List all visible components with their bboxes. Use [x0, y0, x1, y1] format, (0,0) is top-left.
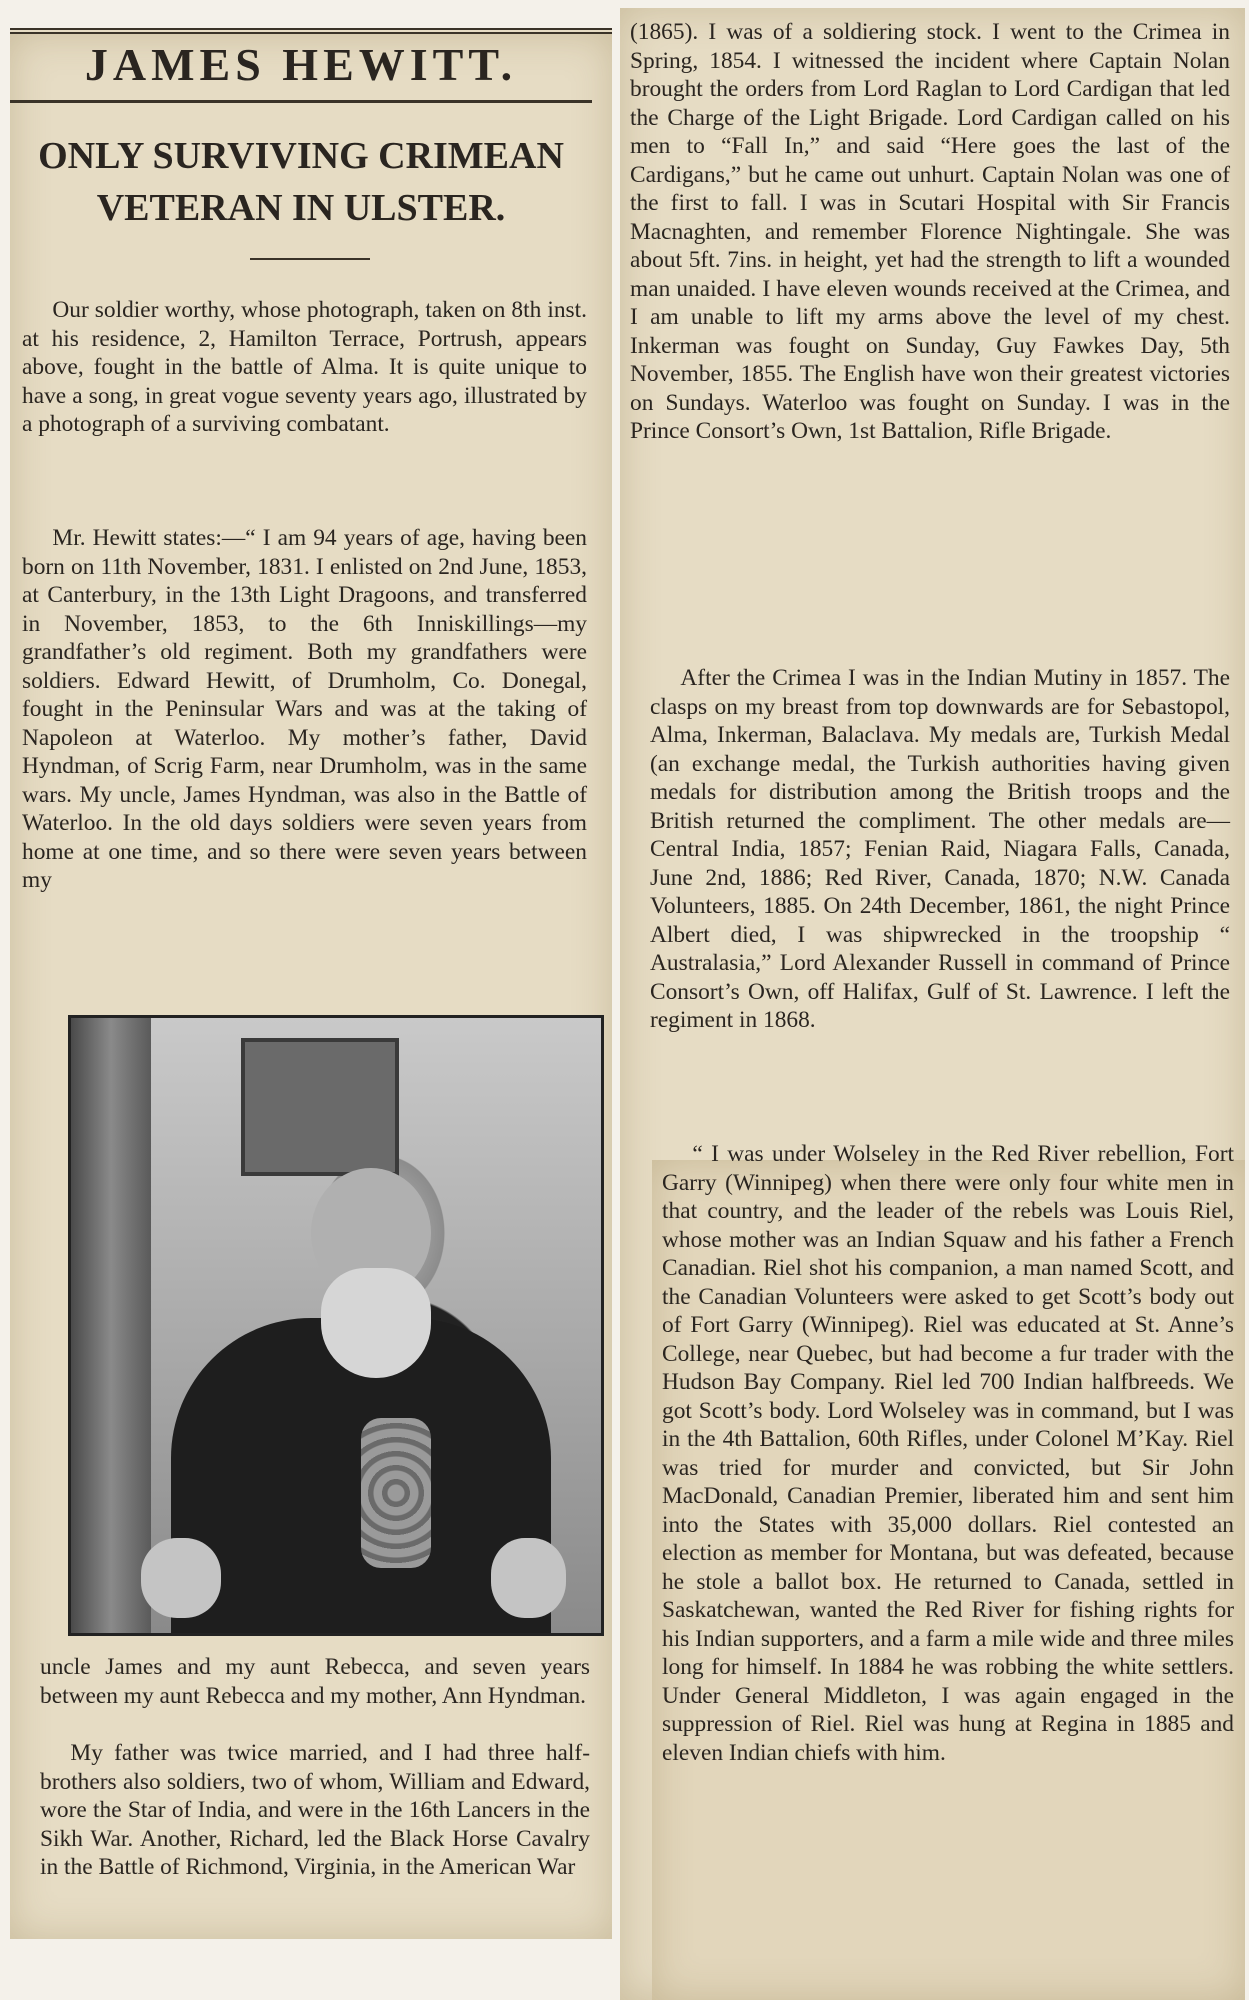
beard-shape	[321, 1268, 431, 1378]
curtain-shape	[71, 1018, 151, 1633]
masthead: JAMES HEWITT.	[10, 30, 592, 103]
right-paragraph-1: (1865). I was of a soldiering stock. I went to the Crimea in Spring, 1854. I witnessed the incident where Captain Nolan brought the orders from Lord Raglan to Lord Cardigan that led the Charge of the Light Brigade. Lord Cardigan called on his men to “Fall In,” and said “Here goes the last of the Cardigans,” but he came out unhurt. Captain Nolan was one of the first to fall. I was in Scutari Hospital with Sir Francis Macnaghten, and remember Florence Nightingale. She was about 5ft. 7ins. in height, yet had the strength to lift a wounded man unaided. I have eleven wounds received at the Crimea, and I am unable to lift my arms above the level of my chest. Inkerman was fought on Sunday, Guy Fawkes Day, 5th November, 1855. The English have won their greatest victories on Sundays. Waterloo was fought on Sunday. I was in the Prince Consort’s Own, 1st Battalion, Rifle Brigade.	[630, 19, 1230, 444]
divider-rule	[250, 258, 370, 260]
right-paragraph-2: After the Crimea I was in the Indian Mutiny in 1857. The clasps on my breast from top downwards are for Sebastopol, Alma, Inkerman, Balaclava. My medals are, Turkish Medal (an exchange medal, the Turkish authorities having given medals for distribution among the British troops and the British returned the compliment. The other medals are—Central India, 1857; Fenian Raid, Niagara Falls, Canada, June 2nd, 1886; Red River, Canada, 1870; N.W. Canada Volunteers, 1885. On 24th December, 1861, the night Prince Albert died, I was shipwrecked in the troopship “ Australasia,” Lord Alexander Russell in command of Prince Consort’s Own, off Halifax, Gulf of St. Lawrence. I left the regiment in 1868.	[650, 665, 1230, 1033]
wall-frame-shape	[241, 1038, 399, 1176]
left-paragraph-4: My father was twice married, and I had three half-brothers also soldiers, two of whom, William and Edward, wore the Star of India, and were in the 16th Lancers in the Sikh War. Another, Richard, led the Black Horse Cavalry in the Battle of Richmond, Virginia, in the American War	[40, 1740, 590, 1880]
left-hand-shape	[141, 1538, 221, 1618]
right-hand-shape	[491, 1538, 566, 1618]
left-paragraph-1: Our soldier worthy, whose photograph, taken on 8th inst. at his residence, 2, Hamilton Terrace, Portrush, appears above, fought in the battle of Alma. It is quite unique to have a song, in great vogue seventy years ago, illustrated by a photograph of a surviving combatant.	[22, 297, 587, 437]
headline: ONLY SURVIVING CRIMEAN VETERAN IN ULSTER.	[38, 135, 564, 229]
right-paragraph-3: “ I was under Wolseley in the Red River rebellion, Fort Garry (Winnipeg) when there were only four white men in that country, and the leader of the rebels was Louis Riel, whose mother was an Indian Squaw and his father a French Canadian. Riel shot his companion, a man named Scott, and the Canadian Volunteers were asked to get Scott’s body out of Fort Garry (Winnipeg). Riel was educated at St. Anne’s College, near Quebec, but had become a fur trader with the Hudson Bay Company. Riel led 700 Indian halfbreeds. We got Scott’s body. Lord Wolseley was in command, but I was in the 4th Battalion, 60th Rifles, under Colonel M’Kay. Riel was tried for murder and convicted, but Sir John MacDonald, Canadian Premier, liberated him and sent him into the States with 35,000 dollars. Riel contested an election as member for Montana, but was defeated, because he stole a ballot box. He returned to Canada, settled in Saskatchewan, wanted the Red River for fishing rights for his Indian supporters, and a farm a mile wide and three miles long for himself. In 1884 he was robbing the white settlers. Under General Middleton, I was again engaged in the suppression of Riel. Riel was hung at Regina in 1885 and eleven Indian chiefs with him.	[662, 1141, 1234, 1766]
left-paragraph-3: uncle James and my aunt Rebecca, and seven years between my aunt Rebecca and my mother, Ann Hyndman.	[40, 1654, 590, 1709]
left-paragraph-2: Mr. Hewitt states:—“ I am 94 years of age, having been born on 11th November, 1831. I enlisted on 2nd June, 1853, at Canterbury, in the 13th Light Dragoons, and transferred in November, 1853, to the 6th Inniskillings—my grandfather’s old regiment. Both my grandfathers were soldiers. Edward Hewitt, of Drumholm, Co. Donegal, fought in the Peninsular Wars and was at the taking of Napoleon at Waterloo. My mother’s father, David Hyndman, of Scrig Farm, near Drumholm, was in the same wars. My uncle, James Hyndman, was also in the Battle of Waterloo. In the old days soldiers were seven years from home at one time, and so there were seven years between my	[22, 525, 587, 893]
medals-shape	[361, 1418, 431, 1568]
portrait-photograph	[68, 1015, 604, 1636]
